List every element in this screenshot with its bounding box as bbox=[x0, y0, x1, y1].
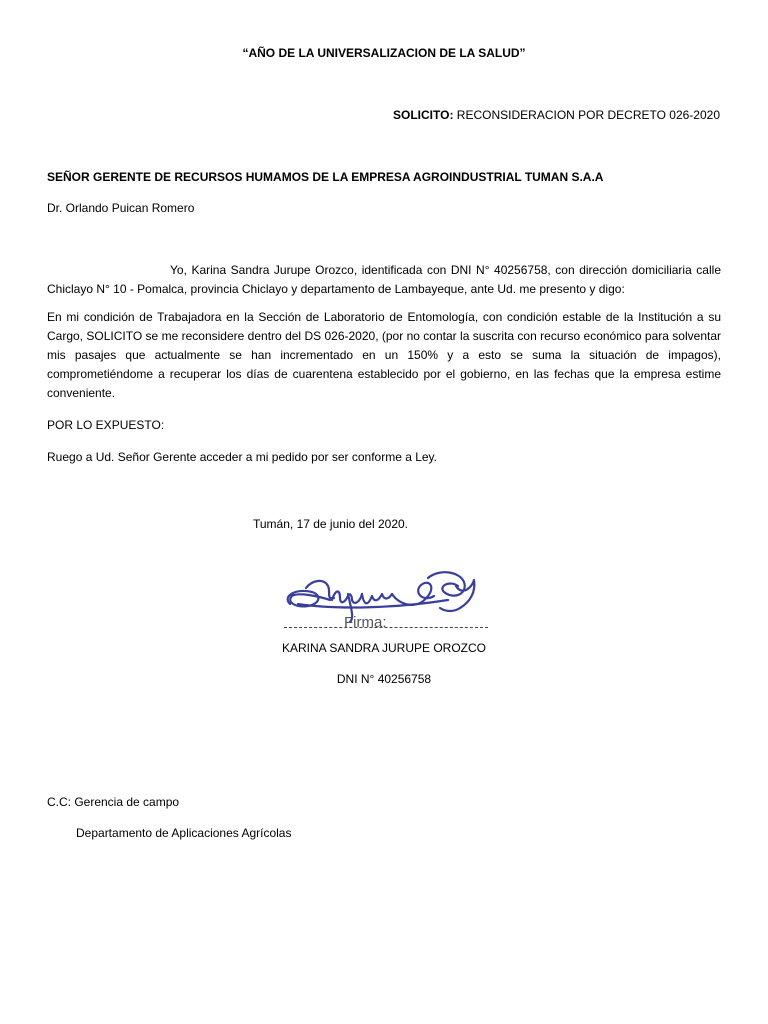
signer-dni: DNI N° 40256758 bbox=[336, 672, 432, 686]
signer-name: KARINA SANDRA JURUPE OROZCO bbox=[281, 641, 487, 655]
place-date: Tumán, 17 de junio del 2020. bbox=[253, 517, 408, 531]
signature-dashed-line bbox=[284, 627, 488, 628]
cc-line: C.C: Gerencia de campo bbox=[47, 795, 180, 809]
subject-line bbox=[393, 108, 720, 122]
recipient-name: Dr. Orlando Puican Romero bbox=[47, 201, 195, 215]
intro-paragraph: Yo, Karina Sandra Jurupe Orozco, identificada con DNI N° 40256758, con dirección domiciliaria calle Chiclayo N° 10 - Pomalca, provincia Chiclayo y departamento de Lambayeque, ante Ud. me presento y digo: bbox=[47, 263, 721, 296]
addressee: SEÑOR GERENTE DE RECURSOS HUMAMOS DE LA EMPRESA AGROINDUSTRIAL TUMAN S.A.A bbox=[47, 170, 604, 184]
signature bbox=[278, 566, 488, 638]
subject-text: RECONSIDERACION POR DECRETO 026-2020 bbox=[453, 108, 720, 122]
subject-label: SOLICITO: bbox=[393, 108, 454, 122]
cc-department: Departamento de Aplicaciones Agrícolas bbox=[76, 826, 292, 840]
year-motto: “AÑO DE LA UNIVERSALIZACION DE LA SALUD” bbox=[242, 46, 526, 60]
signature-caption: Firma: bbox=[344, 614, 387, 631]
body-paragraph: En mi condición de Trabajadora en la Sección de Laboratorio de Entomología, con condición estable de la Institución a su Cargo, SOLICITO se me reconsidere dentro del DS 026-2020, (por no contar la suscrita con recurso económico para solventar mis pasajes que actualmente se han incrementado en un 150% y a esto se suma la situación de impagos), comprometiéndome a recuperar los días de cuarentena establecido por el gobierno, en las fechas que la empresa estime conveniente. bbox=[47, 310, 721, 400]
closing-heading: POR LO EXPUESTO: bbox=[47, 418, 165, 432]
request-line: Ruego a Ud. Señor Gerente acceder a mi pedido por ser conforme a Ley. bbox=[47, 450, 437, 464]
